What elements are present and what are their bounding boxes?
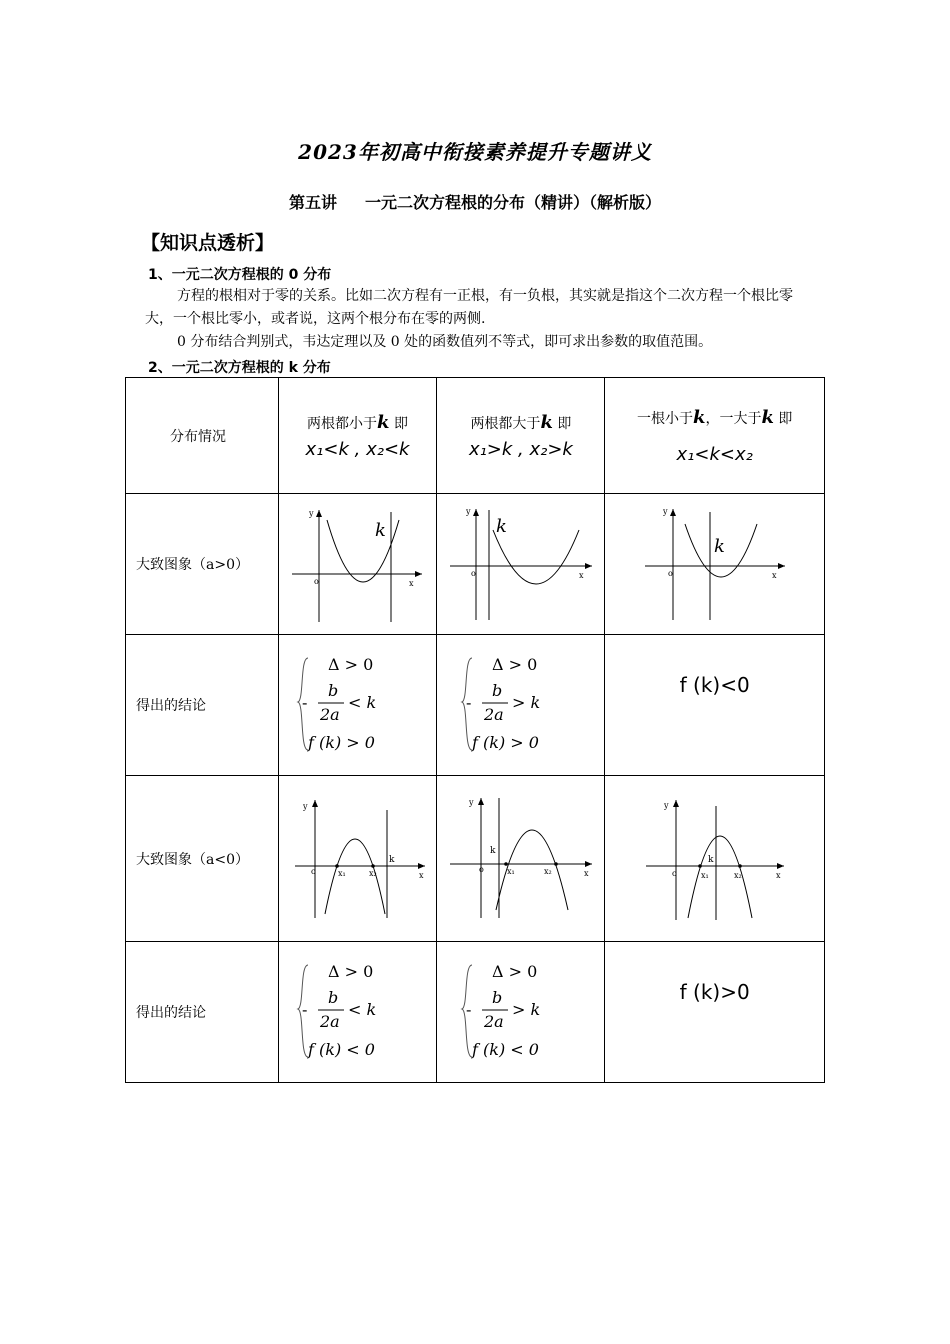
parabola-up-both-greater	[446, 504, 596, 624]
svg-text:f (k) < 0: f (k) < 0	[308, 1040, 376, 1059]
svg-text:b: b	[491, 988, 503, 1007]
svg-text:-: -	[465, 1000, 472, 1019]
table-row-graph-pos	[126, 494, 825, 635]
svg-text:k: k	[713, 536, 725, 557]
graph-pos-case1	[278, 494, 437, 635]
svg-text:-: -	[465, 693, 472, 712]
row-label-conclusion-neg: 得出的结论	[126, 942, 279, 1083]
svg-text:2a: 2a	[483, 705, 504, 724]
doc-subtitle	[0, 190, 950, 213]
svg-text:o: o	[667, 569, 673, 578]
svg-text:> k: > k	[511, 693, 541, 712]
svg-text:o: o	[314, 577, 320, 586]
conclusion-neg-case2	[437, 942, 605, 1083]
svg-text:y: y	[662, 507, 668, 516]
doc-title: 2023年初高中衔接素养提升专题讲义	[298, 140, 652, 164]
section-heading: 【知识点透析】	[141, 232, 275, 254]
row-label-graph-pos: 大致图象（a>0）	[126, 494, 279, 635]
svg-text:o: o	[671, 868, 677, 878]
svg-text:f (k) > 0: f (k) > 0	[471, 733, 539, 752]
svg-text:x: x	[409, 579, 414, 588]
svg-text:y: y	[663, 800, 669, 810]
svg-text:Δ > 0: Δ > 0	[491, 655, 538, 674]
case-one-each-side: 一根小于k，一大于k 即 x₁<k<x₂	[605, 378, 825, 494]
svg-text:y: y	[465, 507, 471, 516]
svg-text:Δ > 0: Δ > 0	[328, 962, 374, 981]
svg-text:2a: 2a	[320, 1012, 341, 1031]
svg-text:Δ > 0: Δ > 0	[491, 962, 538, 981]
svg-text:x: x	[583, 868, 589, 878]
svg-text:y: y	[468, 797, 474, 807]
lecture-topic: 一元二次方程根的分布（精讲）（解析版）	[365, 193, 662, 212]
svg-text:o: o	[310, 866, 316, 876]
conclusion-pos-case1	[278, 635, 437, 776]
case-both-greater: 两根都大于k 即 x₁>k , x₂>k	[437, 378, 605, 494]
inequality-system-neg-1	[292, 957, 422, 1067]
svg-text:< k: < k	[348, 1000, 377, 1019]
svg-text:y: y	[309, 509, 315, 518]
conclusion-neg-case1	[278, 942, 437, 1083]
svg-text:b: b	[328, 681, 339, 700]
case-both-greater-math: x₁>k , x₂>k	[468, 438, 573, 460]
svg-text:k: k	[495, 516, 507, 537]
svg-text:o: o	[478, 864, 484, 874]
svg-text:2a: 2a	[320, 705, 341, 724]
svg-text:f (k) < 0: f (k) < 0	[471, 1040, 539, 1059]
svg-text:x: x	[578, 571, 584, 580]
parabola-up-both-less	[287, 504, 427, 624]
table-row-conclusion-pos	[126, 635, 825, 776]
svg-text:o: o	[470, 569, 476, 578]
svg-text:f (k) > 0: f (k) > 0	[308, 733, 376, 752]
svg-text:-: -	[302, 1000, 308, 1019]
svg-text:x: x	[418, 870, 424, 880]
lecture-number: 第五讲	[288, 193, 337, 212]
svg-text:b: b	[491, 681, 503, 700]
parabola-down-straddle	[640, 794, 790, 924]
svg-text:k: k	[388, 854, 395, 865]
svg-text:> k: > k	[511, 1000, 541, 1019]
row-label-conclusion-pos: 得出的结论	[126, 635, 279, 776]
table-row-cases	[126, 378, 825, 494]
svg-text:y: y	[302, 801, 308, 811]
part1-paragraph-1: 方程的根相对于零的关系。比如二次方程有一正根，有一负根，其实就是指这个二次方程一个根比零大，一个根比零小，或者说，这两个根分布在零的两侧.	[145, 288, 793, 327]
case-one-each-side-math: x₁<k<x₂	[676, 443, 753, 465]
conclusion-pos-case3: f (k)<0	[605, 635, 825, 776]
parabola-down-both-greater	[446, 794, 596, 924]
svg-text:x: x	[775, 870, 781, 880]
svg-text:x₂: x₂	[543, 866, 552, 876]
svg-text:-: -	[302, 693, 308, 712]
parabola-down-both-less	[285, 794, 430, 924]
svg-text:x₁: x₁	[506, 866, 515, 876]
parabola-up-straddle	[640, 504, 790, 624]
inequality-system-neg-2	[456, 957, 586, 1067]
conclusion-neg-case3: f (k)>0	[605, 942, 825, 1083]
graph-neg-case1	[278, 776, 437, 942]
graph-neg-case3	[605, 776, 825, 942]
svg-text:x₁: x₁	[337, 868, 346, 878]
svg-text:< k: < k	[348, 693, 377, 712]
svg-text:b: b	[328, 988, 339, 1007]
conclusion-pos-case2	[437, 635, 605, 776]
part1-heading: 1、一元二次方程根的 0 分布	[148, 267, 332, 283]
k-distribution-table	[125, 377, 825, 1083]
svg-text:x: x	[771, 571, 777, 580]
table-row-conclusion-neg	[126, 942, 825, 1083]
row-label-graph-neg: 大致图象（a<0）	[126, 776, 279, 942]
case-both-less: 两根都小于k 即 x₁<k , x₂<k	[278, 378, 437, 494]
part1-paragraph-2: 0 分布结合判别式，韦达定理以及 0 处的函数值列不等式，即可求出参数的取值范围。	[177, 334, 713, 350]
svg-text:2a: 2a	[483, 1012, 504, 1031]
table-row-graph-neg	[126, 776, 825, 942]
svg-text:Δ > 0: Δ > 0	[328, 655, 374, 674]
svg-text:k: k	[707, 854, 714, 865]
svg-text:x₁: x₁	[700, 870, 709, 880]
row-label-case: 分布情况	[126, 378, 279, 494]
inequality-system-pos-1	[292, 650, 422, 760]
part2-heading: 2、一元二次方程根的 k 分布	[148, 360, 331, 376]
svg-text:x₂: x₂	[368, 868, 377, 878]
graph-pos-case2	[437, 494, 605, 635]
graph-pos-case3	[605, 494, 825, 635]
svg-text:x₂: x₂	[733, 870, 742, 880]
svg-text:k: k	[375, 520, 387, 541]
graph-neg-case2	[437, 776, 605, 942]
case-both-less-math: x₁<k , x₂<k	[305, 438, 410, 460]
inequality-system-pos-2	[456, 650, 586, 760]
svg-text:k: k	[489, 845, 496, 856]
